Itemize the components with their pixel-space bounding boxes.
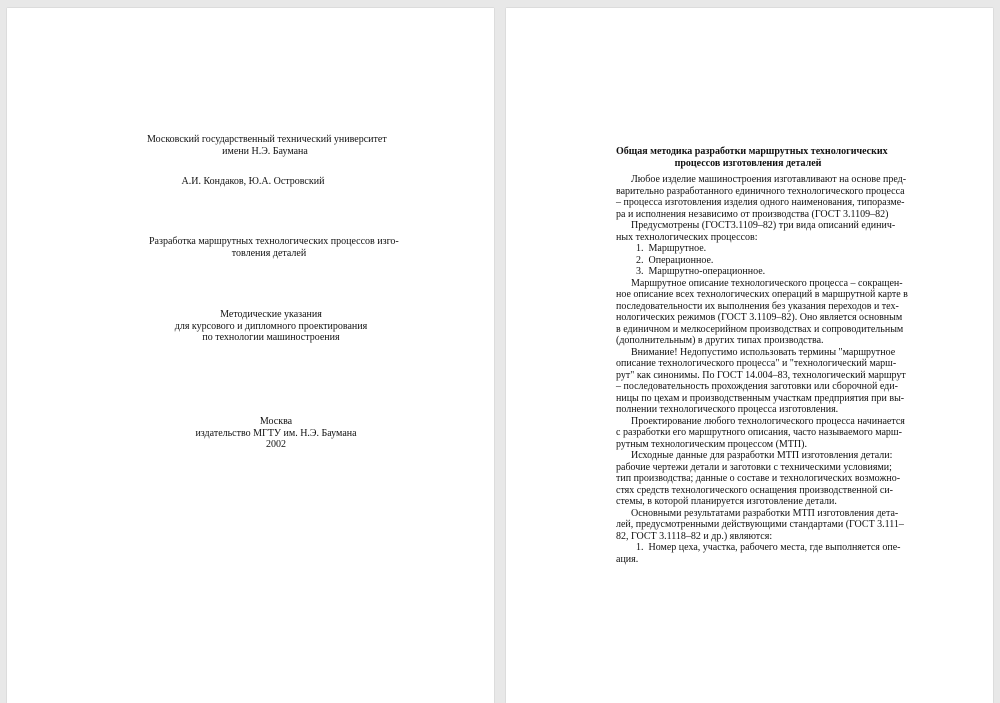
body-line: полнении технологического процесса изготовления. bbox=[616, 404, 839, 415]
body-line: стях средств технологического оснащения производственной си- bbox=[616, 484, 893, 496]
list-item: 3. Маршрутно-операционное. bbox=[616, 266, 766, 277]
body-line: рут" как синонимы. По ГОСТ 14.004–83, технологический маршрут bbox=[616, 369, 906, 381]
heading-line-2: процессов изготовления деталей bbox=[674, 157, 822, 169]
body-line: Внимание! Недопустимо использовать термины "маршрутное bbox=[616, 346, 896, 358]
body-line: ных технологических процессов: bbox=[616, 231, 758, 243]
body-line: с разработки его маршрутного описания, часто называемого марш- bbox=[616, 427, 902, 438]
body-line: Предусмотрены (ГОСТ3.1109–82) три вида описаний единич- bbox=[616, 220, 896, 231]
university-line-1: Московский государственный технический университет bbox=[147, 134, 387, 145]
university-line-2: имени Н.Э. Баумана bbox=[222, 145, 308, 157]
body-line: рабочие чертежи детали и заготовки с техническими условиями; bbox=[616, 461, 892, 473]
body-line: – последовательность прохождения заготовки или сборочной еди- bbox=[616, 381, 898, 392]
authors: А.И. Кондаков, Ю.А. Островский bbox=[181, 176, 325, 187]
method-line-1: Методические указания bbox=[220, 309, 322, 320]
body-line: – процесса изготовления изделия одного наименования, типоразме- bbox=[616, 197, 905, 208]
method-line-2: для курсового и дипломного проектирования bbox=[174, 320, 368, 332]
body-line: варительно разработанного единичного технологического процесса bbox=[616, 185, 905, 197]
method-line-3: по технологии машиностроения bbox=[202, 332, 340, 343]
list-item: 2. Операционное. bbox=[616, 254, 714, 266]
body-line: лей, предусмотренными действующими стандартами (ГОСТ 3.111– bbox=[616, 519, 904, 530]
body-line: в единичном и мелкосерийном производствах и сопроводительным bbox=[616, 323, 904, 335]
body-line: (дополнительным) в других типах производства. bbox=[616, 335, 824, 346]
body-line: тип производства; данные о составе и технологических возможно- bbox=[616, 473, 901, 484]
section-heading bbox=[616, 146, 888, 169]
body-line: нологических режимов (ГОСТ 3.1109–82). Оно является основным bbox=[616, 312, 903, 323]
body-line: Проектирование любого технологического процесса начинается bbox=[616, 415, 905, 427]
publisher-block bbox=[188, 416, 364, 451]
body-line: рутным технологическим процессом (МТП). bbox=[616, 438, 807, 450]
body-text bbox=[616, 174, 908, 565]
document-title bbox=[149, 236, 399, 259]
body-line: Маршрутное описание технологического процесса – сокращен- bbox=[616, 277, 903, 289]
body-line: Любое изделие машиностроения изготавливают на основе пред- bbox=[616, 174, 907, 185]
list-item: 1. Номер цеха, участка, рабочего места, где выполняется опе- bbox=[616, 542, 901, 553]
body-line: ра и исполнения независимо от производства (ГОСТ 3.1109–82) bbox=[616, 208, 889, 220]
publisher-name: издательство МГТУ им. Н.Э. Баумана bbox=[195, 427, 357, 439]
document-page-2 bbox=[506, 8, 993, 703]
body-line: ация. bbox=[616, 553, 639, 565]
publisher-city: Москва bbox=[259, 416, 293, 427]
university-name bbox=[147, 134, 387, 157]
body-line: последовательности их выполнения без указания переходов и тех- bbox=[616, 300, 899, 312]
title-line-2: товления деталей bbox=[231, 247, 307, 259]
publisher-year: 2002 bbox=[266, 439, 286, 450]
body-line: ницы по цехам и производственным участкам предприятия при вы- bbox=[616, 392, 905, 404]
heading-line-1: Общая методика разработки маршрутных технологических bbox=[616, 146, 888, 157]
body-line: ное описание всех технологических операций в маршрутной карте в bbox=[616, 289, 908, 300]
title-line-1: Разработка маршрутных технологических процессов изго- bbox=[149, 236, 399, 247]
body-line: 82, ГОСТ 3.1118–82 и др.) являются: bbox=[616, 530, 773, 542]
body-line: Исходные данные для разработки МТП изготовления детали: bbox=[616, 450, 893, 461]
list-item: 1. Маршрутное. bbox=[616, 243, 707, 254]
body-line: Основными результатами разработки МТП изготовления дета- bbox=[616, 507, 899, 519]
body-line: стемы, в которой планируется изготовление детали. bbox=[616, 496, 837, 507]
methodical-note bbox=[173, 309, 369, 344]
document-page-1 bbox=[7, 8, 494, 703]
body-line: описание технологического процесса" и "технологический марш- bbox=[616, 358, 897, 369]
